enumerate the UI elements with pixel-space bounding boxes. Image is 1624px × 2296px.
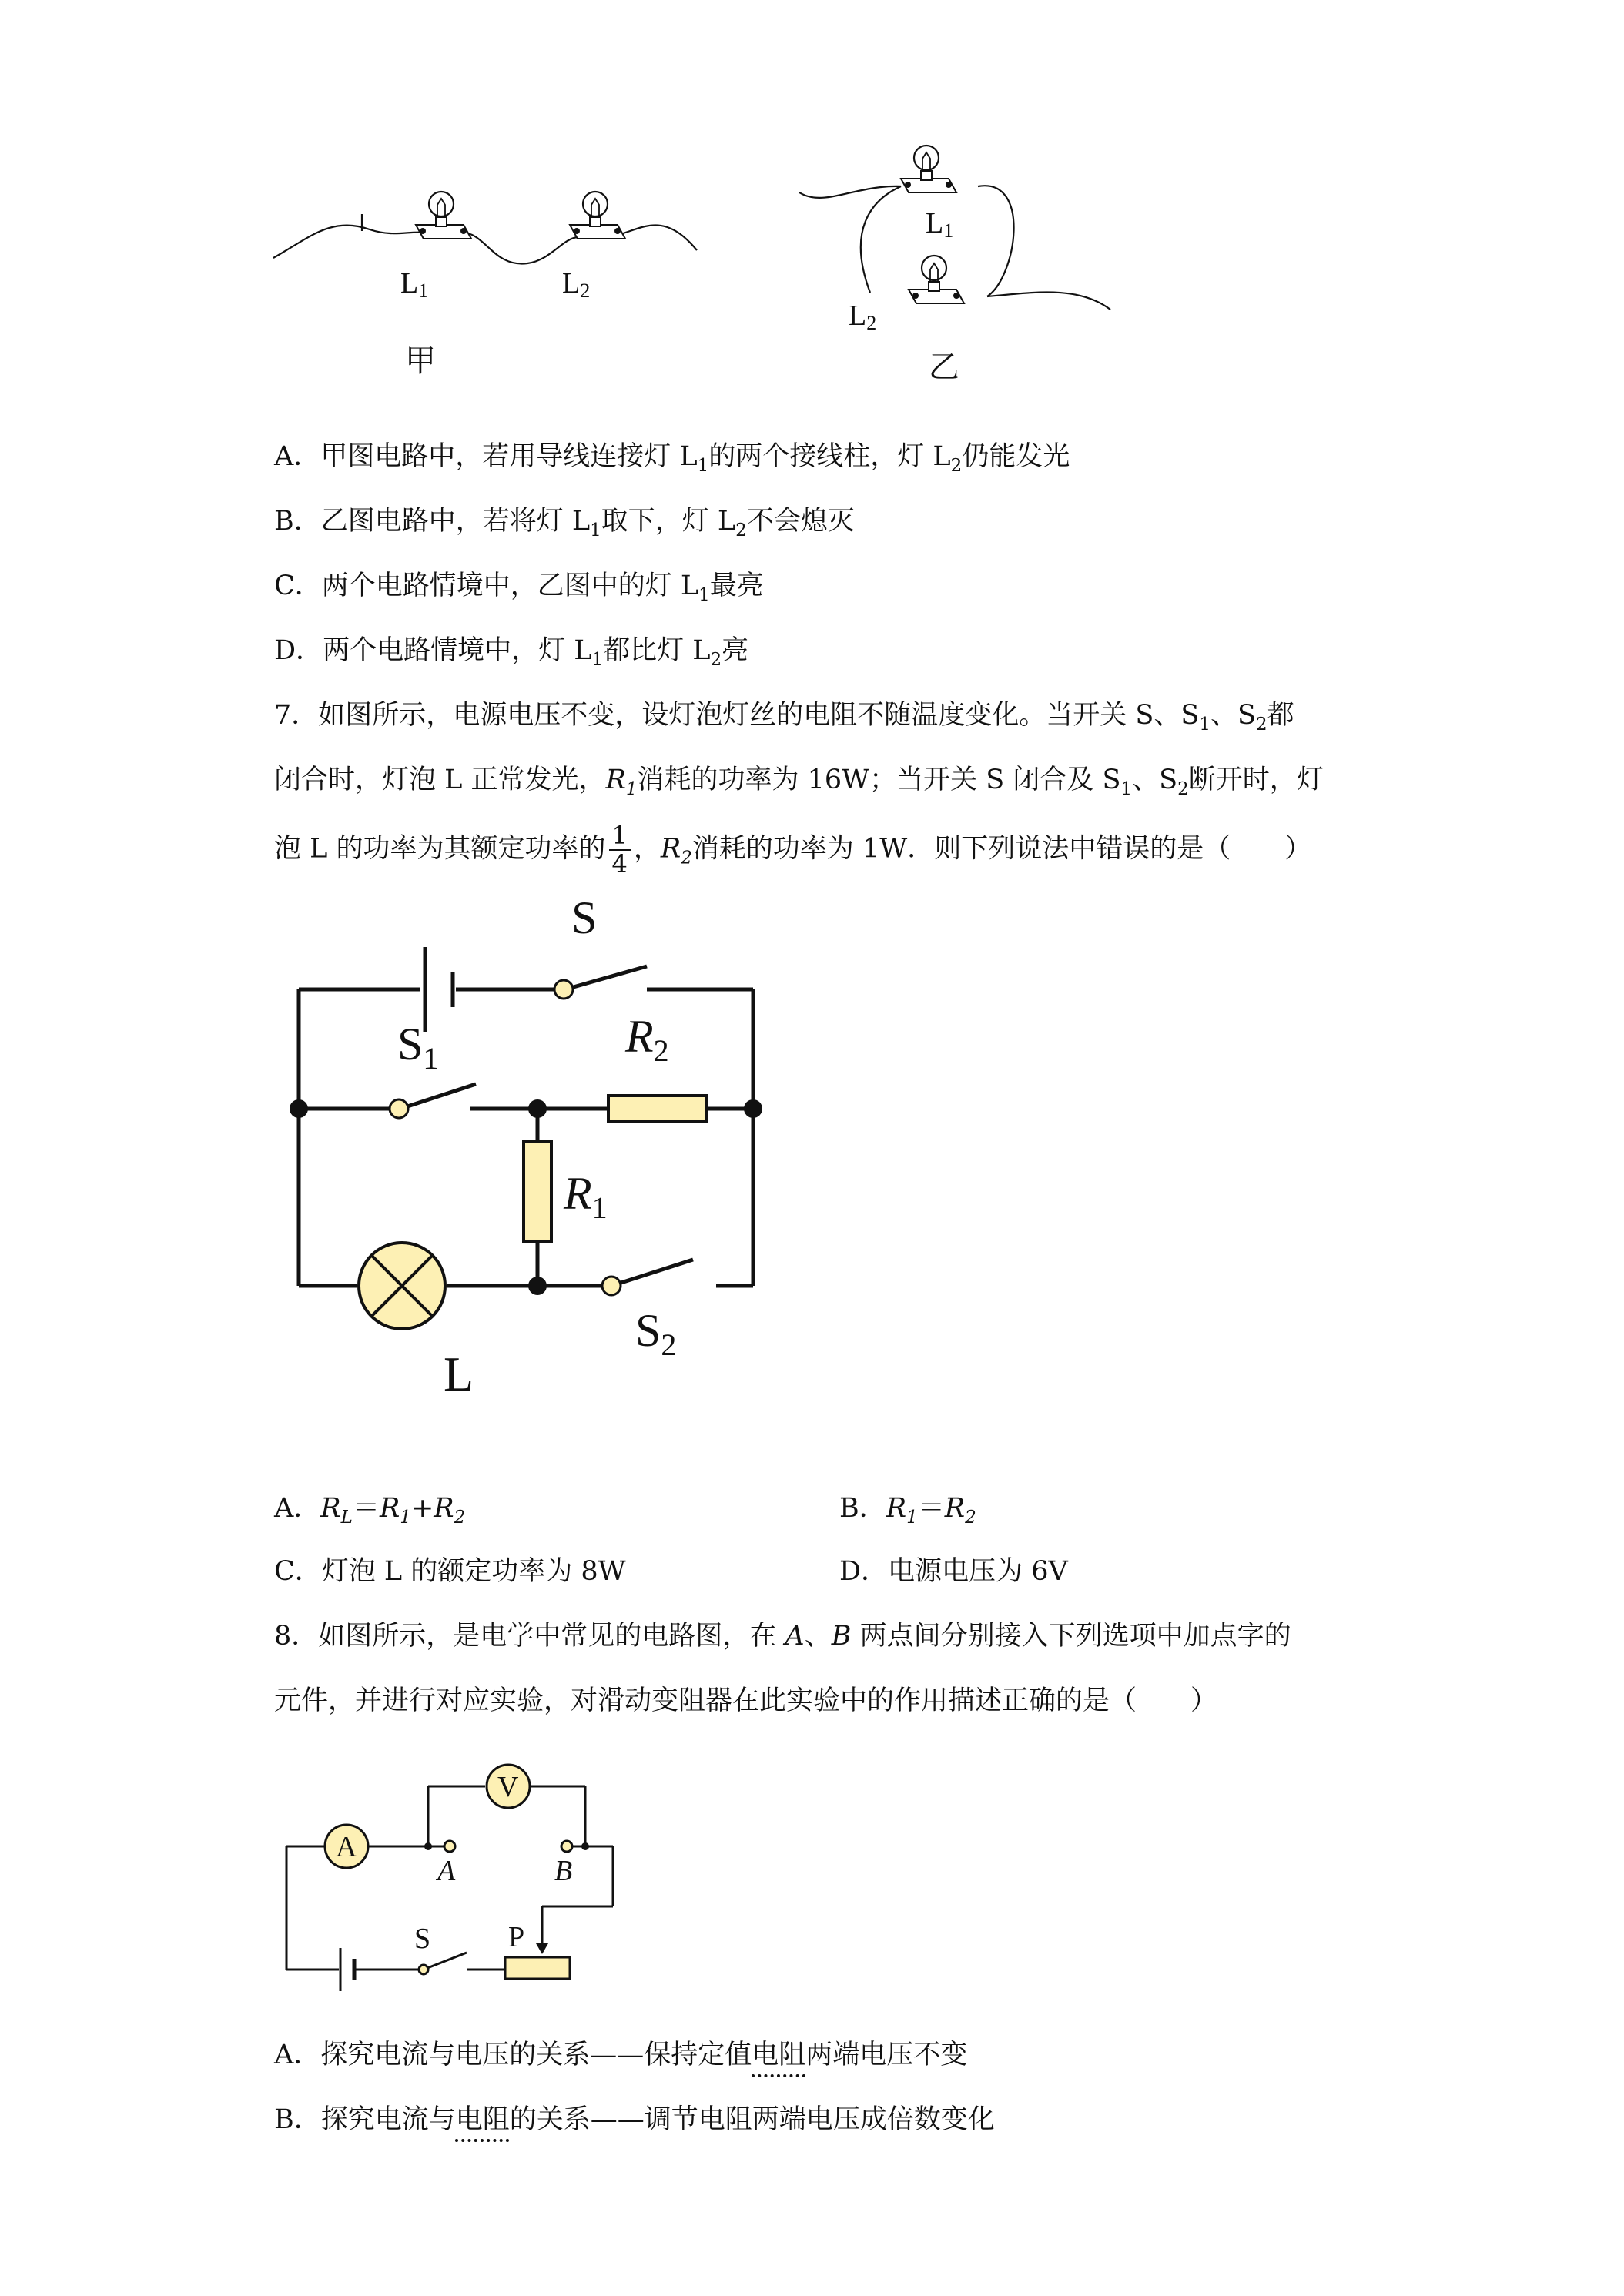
q7-option-d: D．电源电压为 6V bbox=[839, 1556, 1068, 1587]
switch-s-q8 bbox=[419, 1965, 428, 1974]
caption-jia: 甲 bbox=[405, 343, 436, 378]
q7-stem-line1: 7．如图所示，电源电压不变，设灯泡灯丝的电阻不随温度变化。当开关 S、$S_1$、$S_2$都 bbox=[274, 700, 1294, 735]
caption-yi: 乙 bbox=[929, 350, 959, 384]
label-l1: L1 bbox=[400, 267, 429, 302]
q6-option-c: C．两个电路情境中，乙图中的灯 $L_1$最亮 bbox=[274, 571, 764, 605]
rheostat bbox=[505, 1957, 570, 1979]
q7-circuit-diagram bbox=[285, 892, 778, 1409]
q7-stem-line3: 泡 L 的功率为其额定功率的 $\frac{1}{4}$ ，$R_2$消耗的功率为 1W．则下列说法中错误的是（ ） bbox=[274, 821, 1312, 879]
label-r2: $R_2$ bbox=[625, 1011, 669, 1068]
switch-s1-contact bbox=[390, 1099, 408, 1118]
q8-option-b: B．探究电流与电阻的关系——调节电阻两端电压成倍数变化 bbox=[274, 2104, 995, 2135]
label-point-a: A bbox=[437, 1855, 456, 1887]
voltmeter-symbol bbox=[487, 1765, 530, 1808]
lamp-l2-parallel bbox=[909, 256, 964, 303]
q7-option-a: A．$R_L=R_1+R_2$ bbox=[274, 1493, 466, 1528]
lamp-l2 bbox=[570, 192, 625, 239]
svg-text:A: A bbox=[336, 1831, 357, 1863]
label-lamp-l: L bbox=[444, 1347, 474, 1401]
q6-option-d: D．两个电路情境中，灯 $L_1$都比灯 $L_2$亮 bbox=[274, 635, 749, 670]
label-slider-p: P bbox=[508, 1921, 525, 1953]
figure-parallel-lamps bbox=[785, 139, 1124, 393]
lamp-l1-parallel bbox=[901, 146, 956, 192]
label-l2-b: L2 bbox=[849, 300, 877, 334]
fraction-one-quarter: $\frac{1}{4}$ bbox=[609, 822, 631, 878]
battery-symbol bbox=[420, 947, 456, 1032]
resistor-r2 bbox=[608, 1096, 707, 1122]
lamp-l1 bbox=[416, 192, 471, 239]
q6-option-a: A．甲图电路中，若用导线连接灯 $L_1$的两个接线柱，灯 $L_2$仍能发光 bbox=[274, 441, 1070, 476]
label-switch-s1: $S_1$ bbox=[397, 1019, 439, 1076]
svg-text:V: V bbox=[497, 1771, 519, 1803]
terminal-b bbox=[561, 1841, 572, 1852]
ammeter-symbol bbox=[325, 1825, 368, 1868]
figure-series-lamps bbox=[262, 169, 708, 400]
q8-stem-line2: 元件，并进行对应实验，对滑动变阻器在此实验中的作用描述正确的是（ ） bbox=[274, 1685, 1218, 1716]
label-switch-s-q8: S bbox=[414, 1923, 431, 1955]
q7-option-b: B．$R_1=R_2$ bbox=[839, 1493, 976, 1528]
q8-option-a: A．探究电流与电压的关系——保持定值电阻两端电压不变 bbox=[274, 2040, 968, 2070]
resistor-r1 bbox=[524, 1141, 551, 1241]
q6-option-b: B．乙图电路中，若将灯 $L_1$取下，灯 $L_2$不会熄灭 bbox=[274, 506, 855, 541]
label-switch-s2: $S_2$ bbox=[635, 1305, 677, 1362]
q7-option-c: C．灯泡 L 的额定功率为 8W bbox=[274, 1556, 626, 1587]
switch-s2-contact bbox=[602, 1277, 621, 1295]
label-switch-s: S bbox=[571, 892, 598, 943]
q8-stem-line1: 8．如图所示，是电学中常见的电路图，在 A、B 两点间分别接入下列选项中加点字的 bbox=[274, 1621, 1291, 1652]
label-l1-b: L1 bbox=[926, 207, 954, 242]
label-l2: L2 bbox=[562, 267, 591, 302]
q7-stem-line2: 闭合时，灯泡 L 正常发光，$R_1$消耗的功率为 16W；当开关 S 闭合及 $S_1$、$S_2$断开时，灯 bbox=[274, 765, 1324, 799]
switch-s-contact bbox=[554, 980, 573, 999]
lamp-l-symbol bbox=[359, 1243, 445, 1329]
label-point-b: B bbox=[554, 1855, 573, 1887]
terminal-a bbox=[444, 1841, 455, 1852]
label-r1: $R_1$ bbox=[564, 1168, 608, 1225]
q8-circuit-diagram bbox=[277, 1755, 631, 2017]
